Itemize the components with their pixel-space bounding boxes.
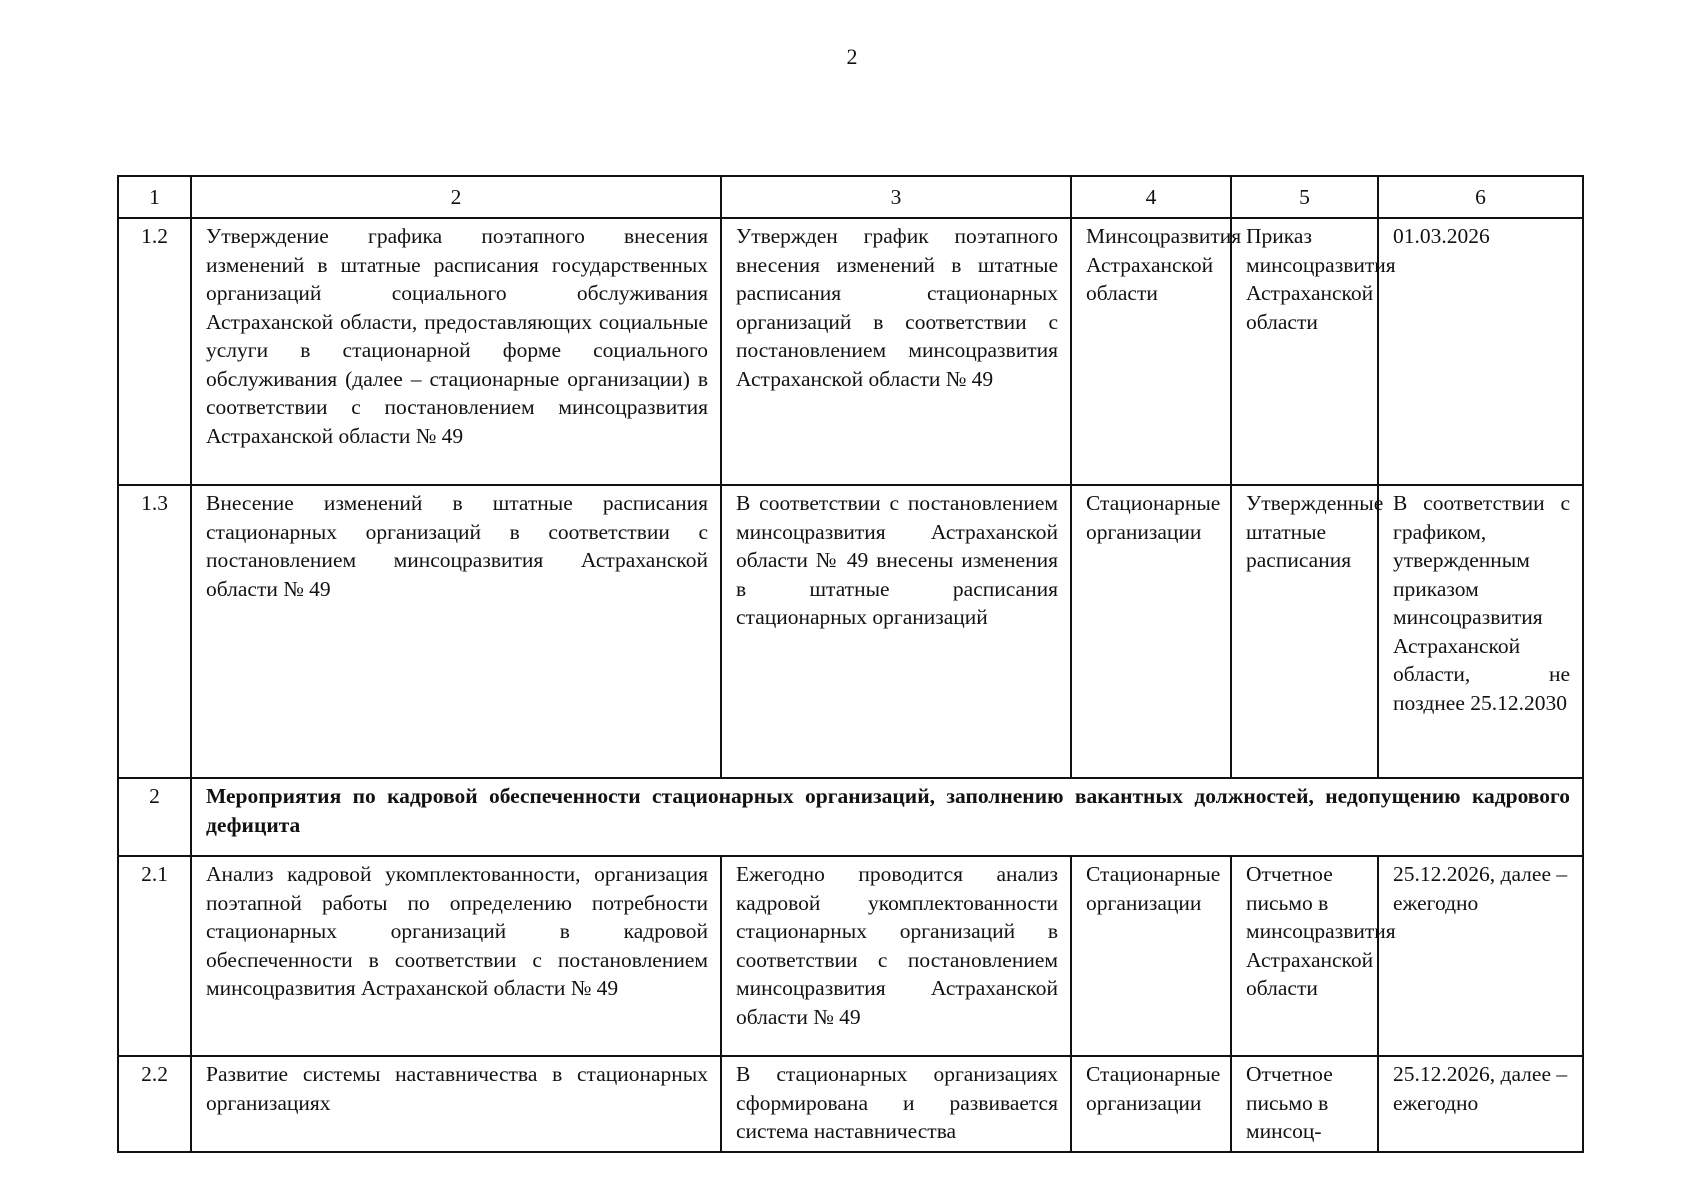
table-row: [118, 856, 1583, 1056]
result-cell: В стационарных организациях сформирована и развивается система наставничества: [721, 1056, 1071, 1152]
deadline-cell: 25.12.2026, далее – ежегодно: [1378, 1056, 1583, 1152]
column-number: 4: [1071, 176, 1231, 218]
section-title: Мероприятия по кадровой обеспеченности стационарных организаций, заполнению вакантных должностей, недопущению кадрового дефицита: [191, 778, 1583, 856]
column-number: 3: [721, 176, 1071, 218]
responsible-cell: Стационарные организации: [1071, 856, 1231, 1056]
table-row: [118, 485, 1583, 778]
column-number: 1: [118, 176, 191, 218]
action-plan-table: [117, 175, 1584, 1153]
row-number: 1.2: [118, 218, 191, 485]
result-cell: В соответствии с постановлением минсоцразвития Астраханской области № 49 внесены изменения в штатные расписания стационарных организаций: [721, 485, 1071, 778]
deadline-cell: 25.12.2026, далее – ежегодно: [1378, 856, 1583, 1056]
responsible-cell: Минсоцразвития Астраханской области: [1071, 218, 1231, 485]
column-number: 2: [191, 176, 721, 218]
responsible-cell: Стационарные организации: [1071, 1056, 1231, 1152]
document-cell: Отчетное письмо в минсоц-: [1231, 1056, 1378, 1152]
activity-cell: Анализ кадровой укомплектованности, организация поэтапной работы по определению потребности стационарных организаций в кадровой обеспеченности в соответствии с постановлением минсоцразвития Астраханской области № 49: [191, 856, 721, 1056]
deadline-cell: 01.03.2026: [1378, 218, 1583, 485]
document-cell: Приказ минсоцразвития Астраханской области: [1231, 218, 1378, 485]
table-row: [118, 218, 1583, 485]
page-number: 2: [846, 44, 858, 69]
row-number: 2.1: [118, 856, 191, 1056]
section-number: 2: [118, 778, 191, 856]
row-number: 1.3: [118, 485, 191, 778]
result-cell: Ежегодно проводится анализ кадровой укомплектованности стационарных организаций в соответствии с постановлением минсоцразвития Астраханской области № 49: [721, 856, 1071, 1056]
activity-cell: Внесение изменений в штатные расписания стационарных организаций в соответствии с постановлением минсоцразвития Астраханской области № 49: [191, 485, 721, 778]
deadline-cell: В соответствии с графиком, утвержденным приказом минсоцразвития Астраханской области, не позднее 25.12.2030: [1378, 485, 1583, 778]
column-number: 5: [1231, 176, 1378, 218]
table-row: [118, 1056, 1583, 1152]
activity-cell: Утверждение графика поэтапного внесения изменений в штатные расписания государственных организаций социального обслуживания Астраханской области, предоставляющих социальные услуги в стационарной форме социального обслуживания (далее – стационарные организации) в соответствии с постановлением минсоцразвития Астраханской области № 49: [191, 218, 721, 485]
document-cell: Отчетное письмо в минсоцразвития Астраханской области: [1231, 856, 1378, 1056]
column-numbers-row: [118, 176, 1583, 218]
row-number: 2.2: [118, 1056, 191, 1152]
document-cell: Утвержденные штатные расписания: [1231, 485, 1378, 778]
column-number: 6: [1378, 176, 1583, 218]
responsible-cell: Стационарные организации: [1071, 485, 1231, 778]
result-cell: Утвержден график поэтапного внесения изменений в штатные расписания стационарных организаций в соответствии с постановлением минсоцразвития Астраханской области № 49: [721, 218, 1071, 485]
section-row: [118, 778, 1583, 856]
activity-cell: Развитие системы наставничества в стационарных организациях: [191, 1056, 721, 1152]
